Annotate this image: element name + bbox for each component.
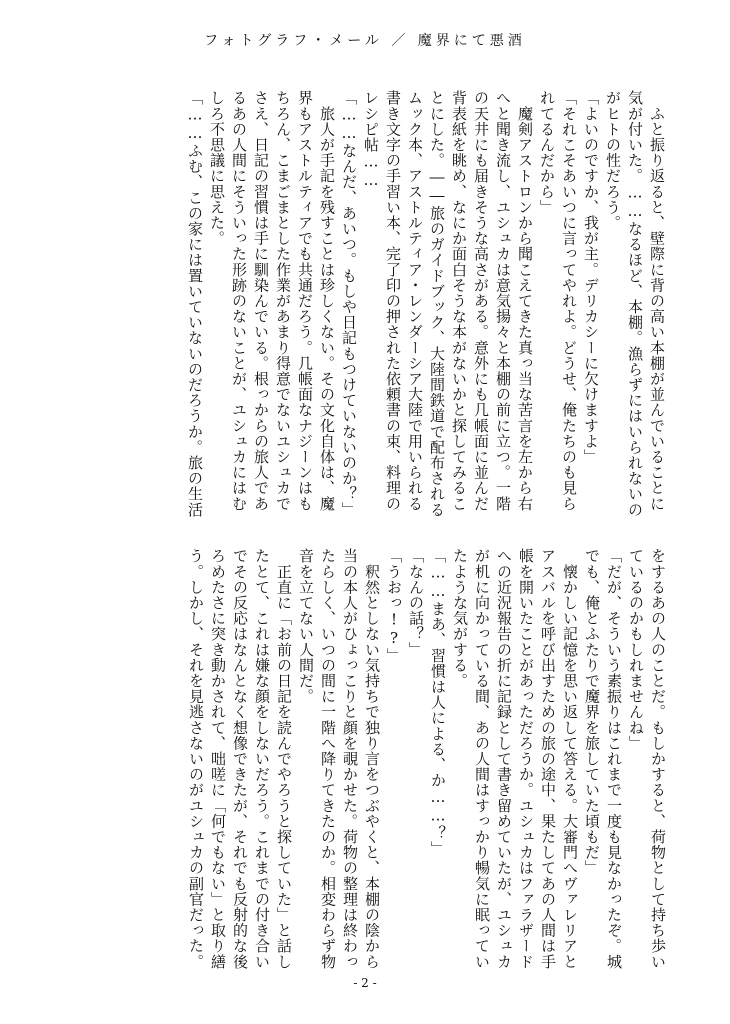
- page-number: - 2 -: [353, 976, 377, 990]
- text-line: 「なんの話？」: [407, 548, 425, 658]
- text-line: るあの人間にそういった形跡のないことが、ユシュカにはむ: [230, 90, 248, 512]
- text-line: ているのかもしれませんね」: [627, 548, 645, 751]
- text-line: たような気がする。: [451, 548, 469, 689]
- text-line: 「だが、そういう素振りはこれまで一度も見なかったぞ。城: [605, 548, 623, 970]
- text-line: 釈然としない気持ちで独り言をつぶやくと、本棚の陰から: [363, 548, 381, 970]
- text-line: がヒトの性だろう。: [604, 90, 622, 231]
- text-line: が机に向かっている間、あの人間はすっかり暢気に眠ってい: [473, 548, 491, 970]
- text-line: しろ不思議に思えた。: [208, 90, 226, 246]
- text-line: ろめたさに突き動かされて、咄嗟に「何でもない」と取り繕: [209, 548, 227, 970]
- text-line: でも、俺とふたりで魔界を旅していた頃もだ」: [583, 548, 601, 876]
- text-line: ふと振り返ると、壁際に背の高い本棚が並んでいることに: [648, 90, 666, 512]
- text-line: 「よいのですか、我が主。デリカシーに欠けますよ」: [582, 90, 600, 465]
- text-line: ちろん、こまごまとした作業があまり得意でないユシュカで: [274, 90, 292, 512]
- text-line: れてるんだから」: [538, 90, 556, 215]
- text-line: 気が付いた。……なるほど、本棚。漁らずにはいられないの: [626, 90, 644, 518]
- text-line: たとて、これは嫌な顔をしないだろう。これまでの付き合い: [253, 548, 271, 970]
- text-line: 旅人が手記を残すことは珍しくない。その文化自体は、魔: [318, 90, 336, 512]
- text-line: ムック本、アストルティア・レンダーシア大陸で用いられる: [406, 90, 424, 512]
- text-line: 背表紙を眺め、なにか面白そうな本がないかと探してみるこ: [450, 90, 468, 512]
- text-line: 音を立てない人間だ。: [297, 548, 315, 704]
- text-line: でその反応はなんとなく想像できたが、それでも反射的な後: [231, 548, 249, 970]
- text-line: 「うおっ!?」: [385, 548, 403, 664]
- text-line: とにした。――旅のガイドブック、大陸間鉄道で配布される: [428, 90, 446, 518]
- text-line: 当の本人がひょっこりと顔を覗かせた。荷物の整理は終わっ: [341, 548, 359, 970]
- text-line: をするあの人のことだ。もしかすると、荷物として持ち歩い: [649, 548, 667, 970]
- text-line: へと聞き流し、ユシュカは意気揚々と本棚の前に立つ。一階: [494, 90, 512, 512]
- text-line: 界もアストルティアでも共通だろう。几帳面なナジーンはも: [296, 90, 314, 512]
- text-line: アスバルを呼び出すための旅の途中、果たしてあの人間は手: [539, 548, 557, 970]
- text-line: 正直に「お前の日記を読んでやろうと探していた」と話し: [275, 548, 293, 970]
- text-line: たらしく、いつの間に一階へ降りてきたのか。相変わらず物: [319, 548, 337, 970]
- running-header: フォトグラフ・メール ／ 魔界にて悪酒: [204, 33, 526, 49]
- text-line: 書き文字の手習い本、完了印の押された依頼書の束、料理の: [384, 90, 402, 512]
- text-line: 「……ふむ、この家には置いていないのだろうか。旅の生活: [186, 90, 204, 518]
- text-line: う。しかし、それを見逃さないのがユシュカの副官だった。: [187, 548, 205, 970]
- lower-text-block: [99, 548, 669, 970]
- upper-text-block: [103, 90, 668, 520]
- text-line: 「……まあ、習慣は人による、か……？」: [429, 548, 447, 857]
- text-line: 「……なんだ、あいつ。もしや日記もつけていないのか？」: [340, 90, 358, 518]
- text-line: さえ、日記の習慣は手に馴染んでいる。根っからの旅人であ: [252, 90, 270, 512]
- text-line: 「それこそあいつに言ってやれよ。どうせ、俺たちのも見ら: [560, 90, 578, 512]
- text-line: 帳を開いたことがあっただろうか。ユシュカはファラザード: [517, 548, 535, 970]
- text-line: レシピ帖……: [362, 90, 380, 190]
- text-line: への近況報告の折に記録として書き留めていたが、ユシュカ: [495, 548, 513, 970]
- text-line: 懐かしい記憶を思い返して答える。大審門へヴァレリアと: [561, 548, 579, 970]
- text-line: の天井にも届きそうな高さがある。意外にも几帳面に並んだ: [472, 90, 490, 512]
- text-line: 魔剣アストロンから聞こえてきた真っ当な苦言を左から右: [516, 90, 534, 512]
